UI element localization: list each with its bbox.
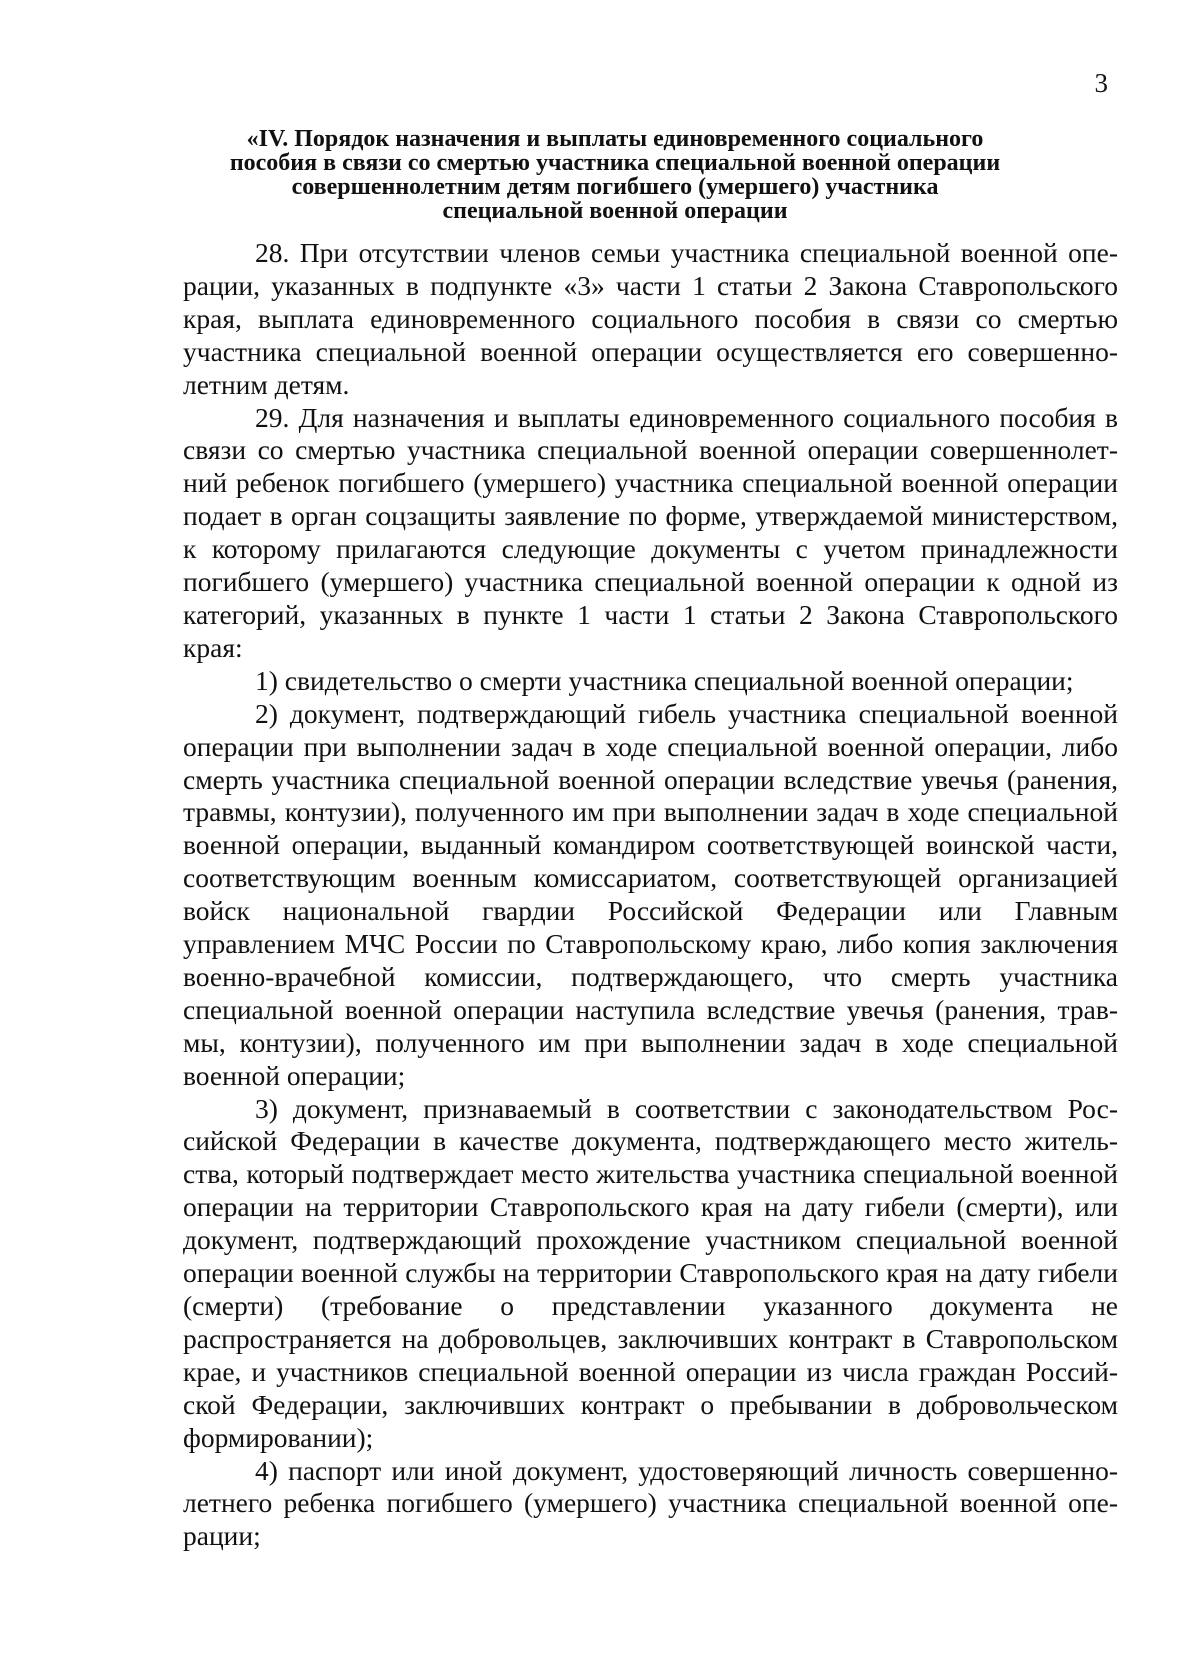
section-title-line: пособия в связи со смертью участника специальной военной операции bbox=[229, 150, 1001, 176]
section-title-line: «IV. Порядок назначения и выплаты единовременного социального bbox=[246, 126, 984, 152]
page-number: 3 bbox=[1094, 68, 1108, 98]
document-body bbox=[183, 237, 1118, 1553]
list-item-1: 1) свидетельство о смерти участника специальной военной операции; bbox=[255, 664, 1074, 696]
list-item-2: 2) документ, подтверждающий гибель участника специальной военной операции при выполнении задач в ходе специальной военной операции, либо смерть участника специальной военной операции вследствие увечья (ранения, травмы, контузии), полученного им при выполнении задач в ходе специальной военной операции, выданный командиром соответствующей воинской части, соответствующим военным комиссариатом, соответствующей организацией войск национальной гвардии Российской Федерации или Главным управлением МЧС России по Ставропольскому краю, либо копия заключения военно-врачебной комиссии, подтверждающего, что смерть участника специальной военной операции наступила вследствие увечья (ранения, травмы, контузии), полученного им при выполнении задач в ходе специальной военной операции; bbox=[183, 697, 1118, 1091]
section-title-line: специальной военной операции bbox=[442, 198, 788, 224]
list-item-4: 4) паспорт или иной документ, удостоверяющий личность совершеннолетнего ребенка погибшего (умершего) участника специальной военной операции; bbox=[183, 1454, 1118, 1552]
section-title-line: совершеннолетним детям погибшего (умершего) участника bbox=[291, 174, 939, 200]
paragraph-29: 29. Для назначения и выплаты единовременного социального пособия в связи со смертью участника специальной военной операции совершеннолетний ребенок погибшего (умершего) участника специальной военной операции подает в орган соцзащиты заявление по форме, утверждаемой министерством, к которому прилагаются следующие документы с учетом принадлежности погибшего (умершего) участника специальной военной операции к одной из категорий, указанных в пункте 1 части 1 статьи 2 Закона Ставропольского края: bbox=[183, 401, 1118, 663]
list-item-3: 3) документ, признаваемый в соответствии с законодательством Российской Федерации в качестве документа, подтверждающего место жительства, который подтверждает место жительства участника специальной военной операции на территории Ставропольского края на дату гибели (смерти), или документ, подтверждающий прохождение участником специальной военной операции военной службы на территории Ставропольского края на дату гибели (смерти) (требование о представлении указанного документа не распространяется на добровольцев, заключивших контракт в Ставропольском крае, и участников специальной военной операции из числа граждан Российской Федерации, заключивших контракт о пребывании в добровольческом формировании); bbox=[183, 1092, 1118, 1453]
section-title bbox=[180, 127, 1050, 223]
paragraph-28: 28. При отсутствии членов семьи участника специальной военной операции, указанных в подпункте «3» части 1 статьи 2 Закона Ставропольского края, выплата единовременного социального пособия в связи со смертью участника специальной военной операции осуществляется его совершеннолетним детям. bbox=[183, 237, 1118, 400]
